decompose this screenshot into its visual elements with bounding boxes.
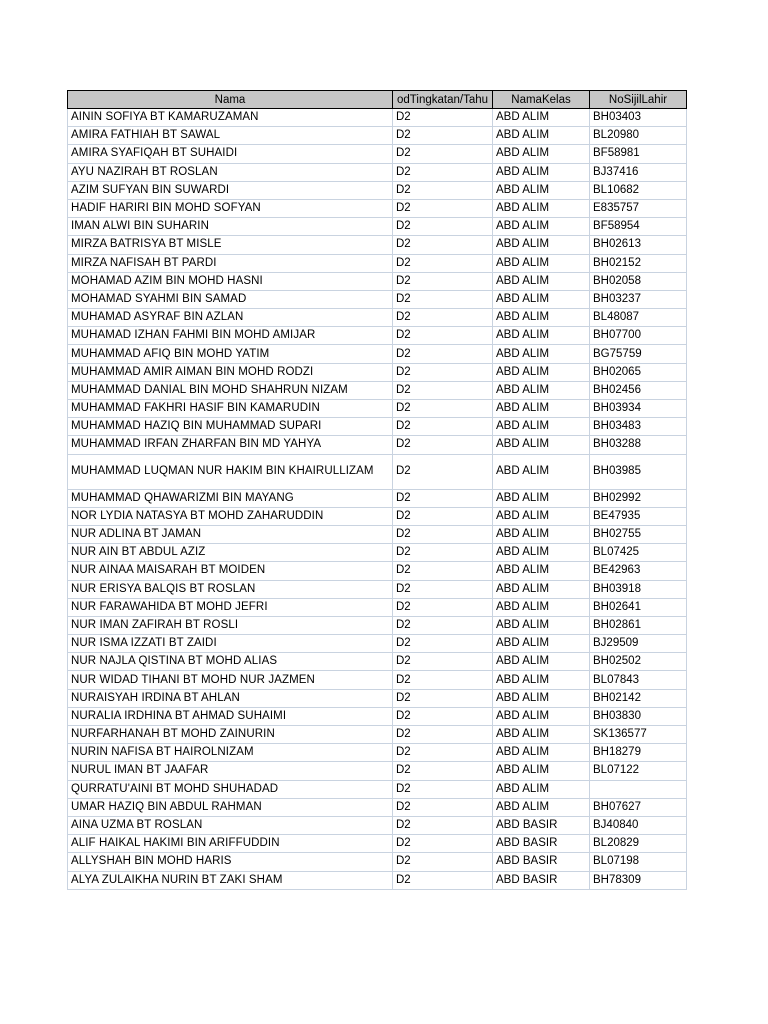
cell-tingkatan[interactable]: D2 <box>393 489 493 507</box>
cell-nama[interactable]: NUR IMAN ZAFIRAH BT ROSLI <box>68 616 393 634</box>
cell-nama-kelas[interactable]: ABD ALIM <box>493 400 590 418</box>
cell-nama[interactable]: AYU NAZIRAH BT ROSLAN <box>68 163 393 181</box>
cell-nama[interactable]: ALYA ZULAIKHA NURIN BT ZAKI SHAM <box>68 871 393 889</box>
table-row <box>68 127 687 145</box>
cell-nama-kelas[interactable]: ABD ALIM <box>493 236 590 254</box>
cell-nama[interactable]: MIRZA BATRISYA BT MISLE <box>68 236 393 254</box>
cell-no-sijil-lahir[interactable]: BH02992 <box>590 489 687 507</box>
student-table <box>67 90 687 890</box>
table-row <box>68 726 687 744</box>
cell-tingkatan[interactable]: D2 <box>393 145 493 163</box>
cell-tingkatan[interactable]: D2 <box>393 744 493 762</box>
cell-tingkatan[interactable]: D2 <box>393 290 493 308</box>
cell-no-sijil-lahir[interactable]: BL48087 <box>590 309 687 327</box>
cell-no-sijil-lahir[interactable]: BH18279 <box>590 744 687 762</box>
table-row <box>68 525 687 543</box>
table-row <box>68 309 687 327</box>
cell-nama[interactable]: NURAISYAH IRDINA BT AHLAN <box>68 689 393 707</box>
cell-nama[interactable]: MUHAMAD ASYRAF BIN AZLAN <box>68 309 393 327</box>
cell-no-sijil-lahir[interactable]: BL07122 <box>590 762 687 780</box>
table-row <box>68 544 687 562</box>
table-body <box>68 109 687 890</box>
header-no-sijil-lahir[interactable]: NoSijilLahir <box>590 91 687 109</box>
cell-nama[interactable]: NUR AIN BT ABDUL AZIZ <box>68 544 393 562</box>
cell-tingkatan[interactable]: D2 <box>393 544 493 562</box>
cell-tingkatan[interactable]: D2 <box>393 726 493 744</box>
cell-nama[interactable]: MUHAMMAD DANIAL BIN MOHD SHAHRUN NIZAM <box>68 381 393 399</box>
cell-tingkatan[interactable]: D2 <box>393 272 493 290</box>
cell-nama-kelas[interactable]: ABD ALIM <box>493 616 590 634</box>
cell-nama-kelas[interactable]: ABD ALIM <box>493 381 590 399</box>
cell-nama[interactable]: MUHAMMAD IRFAN ZHARFAN BIN MD YAHYA <box>68 436 393 454</box>
table-row <box>68 835 687 853</box>
cell-nama[interactable]: MUHAMMAD QHAWARIZMI BIN MAYANG <box>68 489 393 507</box>
cell-nama[interactable]: NUR WIDAD TIHANI BT MOHD NUR JAZMEN <box>68 671 393 689</box>
cell-no-sijil-lahir[interactable]: SK136577 <box>590 726 687 744</box>
cell-no-sijil-lahir[interactable]: BH02755 <box>590 525 687 543</box>
cell-nama[interactable]: MIRZA NAFISAH BT PARDI <box>68 254 393 272</box>
cell-tingkatan[interactable]: D2 <box>393 525 493 543</box>
cell-tingkatan[interactable]: D2 <box>393 236 493 254</box>
cell-nama-kelas[interactable]: ABD ALIM <box>493 199 590 217</box>
cell-tingkatan[interactable]: D2 <box>393 345 493 363</box>
cell-nama[interactable]: NUR ADLINA BT JAMAN <box>68 525 393 543</box>
header-row <box>68 91 687 109</box>
cell-nama[interactable]: MOHAMAD AZIM BIN MOHD HASNI <box>68 272 393 290</box>
cell-no-sijil-lahir[interactable]: BH02641 <box>590 598 687 616</box>
table-row <box>68 562 687 580</box>
table-row <box>68 598 687 616</box>
table-row <box>68 400 687 418</box>
cell-tingkatan[interactable]: D2 <box>393 507 493 525</box>
cell-tingkatan[interactable]: D2 <box>393 580 493 598</box>
cell-nama-kelas[interactable]: ABD ALIM <box>493 290 590 308</box>
table-row <box>68 507 687 525</box>
cell-nama-kelas[interactable]: ABD ALIM <box>493 525 590 543</box>
cell-tingkatan[interactable]: D2 <box>393 871 493 889</box>
cell-nama[interactable]: MUHAMMAD LUQMAN NUR HAKIM BIN KHAIRULLIZAM <box>68 454 393 489</box>
cell-no-sijil-lahir[interactable]: BH02058 <box>590 272 687 290</box>
table-row <box>68 218 687 236</box>
cell-nama[interactable]: NUR AINAA MAISARAH BT MOIDEN <box>68 562 393 580</box>
cell-tingkatan[interactable]: D2 <box>393 671 493 689</box>
cell-nama-kelas[interactable]: ABD ALIM <box>493 562 590 580</box>
cell-nama[interactable]: NURIN NAFISA BT HAIROLNIZAM <box>68 744 393 762</box>
cell-nama[interactable]: IMAN ALWI BIN SUHARIN <box>68 218 393 236</box>
cell-no-sijil-lahir[interactable]: BF58954 <box>590 218 687 236</box>
cell-nama-kelas[interactable]: ABD BASIR <box>493 853 590 871</box>
table-row <box>68 254 687 272</box>
cell-nama[interactable]: NURUL IMAN BT JAAFAR <box>68 762 393 780</box>
table-row <box>68 871 687 889</box>
cell-tingkatan[interactable]: D2 <box>393 616 493 634</box>
cell-no-sijil-lahir[interactable]: BH03934 <box>590 400 687 418</box>
cell-nama[interactable]: NOR LYDIA NATASYA BT MOHD ZAHARUDDIN <box>68 507 393 525</box>
cell-tingkatan[interactable]: D2 <box>393 381 493 399</box>
cell-nama-kelas[interactable]: ABD ALIM <box>493 544 590 562</box>
cell-tingkatan[interactable]: D2 <box>393 653 493 671</box>
cell-no-sijil-lahir[interactable]: BH03483 <box>590 418 687 436</box>
cell-tingkatan[interactable]: D2 <box>393 163 493 181</box>
cell-tingkatan[interactable]: D2 <box>393 109 493 127</box>
table-row <box>68 236 687 254</box>
table-row <box>68 345 687 363</box>
cell-nama[interactable]: AMIRA SYAFIQAH BT SUHAIDI <box>68 145 393 163</box>
cell-no-sijil-lahir[interactable]: BH03237 <box>590 290 687 308</box>
cell-nama[interactable]: ALLYSHAH BIN MOHD HARIS <box>68 853 393 871</box>
cell-tingkatan[interactable]: D2 <box>393 707 493 725</box>
cell-nama-kelas[interactable]: ABD BASIR <box>493 816 590 834</box>
cell-nama[interactable]: UMAR HAZIQ BIN ABDUL RAHMAN <box>68 798 393 816</box>
cell-no-sijil-lahir[interactable]: BH07700 <box>590 327 687 345</box>
header-tingkatan[interactable]: odTingkatan/Tahu <box>393 91 493 109</box>
cell-no-sijil-lahir[interactable]: BH07627 <box>590 798 687 816</box>
header-nama[interactable]: Nama <box>68 91 393 109</box>
cell-nama[interactable]: MOHAMAD SYAHMI BIN SAMAD <box>68 290 393 308</box>
table-row <box>68 436 687 454</box>
cell-tingkatan[interactable]: D2 <box>393 454 493 489</box>
cell-nama[interactable]: ALIF HAIKAL HAKIMI BIN ARIFFUDDIN <box>68 835 393 853</box>
cell-no-sijil-lahir[interactable]: BH03918 <box>590 580 687 598</box>
cell-nama-kelas[interactable]: ABD ALIM <box>493 254 590 272</box>
cell-no-sijil-lahir[interactable]: BH02142 <box>590 689 687 707</box>
cell-nama-kelas[interactable]: ABD ALIM <box>493 345 590 363</box>
cell-no-sijil-lahir[interactable]: BH02613 <box>590 236 687 254</box>
cell-nama[interactable]: AININ SOFIYA BT KAMARUZAMAN <box>68 109 393 127</box>
cell-tingkatan[interactable]: D2 <box>393 562 493 580</box>
cell-nama-kelas[interactable]: ABD ALIM <box>493 744 590 762</box>
table-row <box>68 744 687 762</box>
cell-no-sijil-lahir[interactable]: BH03985 <box>590 454 687 489</box>
cell-no-sijil-lahir[interactable]: BL10682 <box>590 181 687 199</box>
cell-no-sijil-lahir[interactable]: BH03288 <box>590 436 687 454</box>
cell-tingkatan[interactable]: D2 <box>393 816 493 834</box>
cell-nama-kelas[interactable]: ABD ALIM <box>493 671 590 689</box>
cell-nama[interactable]: NUR NAJLA QISTINA BT MOHD ALIAS <box>68 653 393 671</box>
cell-no-sijil-lahir[interactable] <box>590 780 687 798</box>
cell-nama[interactable]: HADIF HARIRI BIN MOHD SOFYAN <box>68 199 393 217</box>
cell-nama[interactable]: NUR ISMA IZZATI BT ZAIDI <box>68 635 393 653</box>
cell-nama-kelas[interactable]: ABD ALIM <box>493 181 590 199</box>
table-row <box>68 272 687 290</box>
cell-nama-kelas[interactable]: ABD ALIM <box>493 580 590 598</box>
table-row <box>68 635 687 653</box>
cell-nama-kelas[interactable]: ABD ALIM <box>493 762 590 780</box>
table-row <box>68 816 687 834</box>
cell-no-sijil-lahir[interactable]: BL20829 <box>590 835 687 853</box>
table-row <box>68 381 687 399</box>
cell-tingkatan[interactable]: D2 <box>393 798 493 816</box>
cell-nama-kelas[interactable]: ABD BASIR <box>493 871 590 889</box>
cell-no-sijil-lahir[interactable]: BH02456 <box>590 381 687 399</box>
cell-tingkatan[interactable]: D2 <box>393 181 493 199</box>
cell-tingkatan[interactable]: D2 <box>393 853 493 871</box>
cell-nama-kelas[interactable]: ABD ALIM <box>493 418 590 436</box>
cell-nama-kelas[interactable]: ABD ALIM <box>493 327 590 345</box>
cell-no-sijil-lahir[interactable]: BL07425 <box>590 544 687 562</box>
cell-no-sijil-lahir[interactable]: BH02152 <box>590 254 687 272</box>
table-row <box>68 199 687 217</box>
table-row <box>68 163 687 181</box>
cell-no-sijil-lahir[interactable]: E835757 <box>590 199 687 217</box>
cell-nama[interactable]: MUHAMMAD HAZIQ BIN MUHAMMAD SUPARI <box>68 418 393 436</box>
cell-tingkatan[interactable]: D2 <box>393 363 493 381</box>
cell-nama-kelas[interactable]: ABD ALIM <box>493 145 590 163</box>
cell-nama-kelas[interactable]: ABD ALIM <box>493 653 590 671</box>
cell-nama-kelas[interactable]: ABD ALIM <box>493 635 590 653</box>
table-row <box>68 616 687 634</box>
cell-nama-kelas[interactable]: ABD ALIM <box>493 707 590 725</box>
cell-tingkatan[interactable]: D2 <box>393 218 493 236</box>
cell-tingkatan[interactable]: D2 <box>393 436 493 454</box>
table-row <box>68 798 687 816</box>
table-row <box>68 762 687 780</box>
cell-no-sijil-lahir[interactable]: BH02502 <box>590 653 687 671</box>
cell-tingkatan[interactable]: D2 <box>393 762 493 780</box>
table-row <box>68 853 687 871</box>
cell-no-sijil-lahir[interactable]: BJ29509 <box>590 635 687 653</box>
cell-nama[interactable]: AINA UZMA BT ROSLAN <box>68 816 393 834</box>
cell-nama[interactable]: NURALIA IRDHINA BT AHMAD SUHAIMI <box>68 707 393 725</box>
cell-nama[interactable]: AMIRA FATHIAH BT SAWAL <box>68 127 393 145</box>
cell-nama[interactable]: MUHAMMAD AMIR AIMAN BIN MOHD RODZI <box>68 363 393 381</box>
cell-nama-kelas[interactable]: ABD ALIM <box>493 127 590 145</box>
cell-nama[interactable]: NUR ERISYA BALQIS BT ROSLAN <box>68 580 393 598</box>
cell-no-sijil-lahir[interactable]: BJ37416 <box>590 163 687 181</box>
cell-nama-kelas[interactable]: ABD ALIM <box>493 454 590 489</box>
cell-no-sijil-lahir[interactable]: BL07843 <box>590 671 687 689</box>
cell-nama-kelas[interactable]: ABD ALIM <box>493 780 590 798</box>
cell-nama-kelas[interactable]: ABD ALIM <box>493 309 590 327</box>
cell-nama[interactable]: MUHAMMAD AFIQ BIN MOHD YATIM <box>68 345 393 363</box>
cell-nama-kelas[interactable]: ABD ALIM <box>493 689 590 707</box>
cell-tingkatan[interactable]: D2 <box>393 309 493 327</box>
table-row <box>68 109 687 127</box>
cell-nama[interactable]: MUHAMMAD FAKHRI HASIF BIN KAMARUDIN <box>68 400 393 418</box>
cell-nama[interactable]: NUR FARAWAHIDA BT MOHD JEFRI <box>68 598 393 616</box>
cell-no-sijil-lahir[interactable]: BH78309 <box>590 871 687 889</box>
cell-nama-kelas[interactable]: ABD ALIM <box>493 218 590 236</box>
cell-no-sijil-lahir[interactable]: BH02065 <box>590 363 687 381</box>
table-row <box>68 780 687 798</box>
cell-nama[interactable]: MUHAMAD IZHAN FAHMI BIN MOHD AMIJAR <box>68 327 393 345</box>
cell-tingkatan[interactable]: D2 <box>393 780 493 798</box>
cell-nama-kelas[interactable]: ABD ALIM <box>493 507 590 525</box>
table-row <box>68 327 687 345</box>
cell-no-sijil-lahir[interactable]: BF58981 <box>590 145 687 163</box>
cell-tingkatan[interactable]: D2 <box>393 689 493 707</box>
cell-nama-kelas[interactable]: ABD ALIM <box>493 272 590 290</box>
cell-tingkatan[interactable]: D2 <box>393 635 493 653</box>
cell-no-sijil-lahir[interactable]: BL20980 <box>590 127 687 145</box>
cell-nama-kelas[interactable]: ABD ALIM <box>493 489 590 507</box>
cell-no-sijil-lahir[interactable]: BH03403 <box>590 109 687 127</box>
cell-tingkatan[interactable]: D2 <box>393 327 493 345</box>
table-row <box>68 363 687 381</box>
cell-tingkatan[interactable]: D2 <box>393 254 493 272</box>
cell-tingkatan[interactable]: D2 <box>393 127 493 145</box>
table-row <box>68 418 687 436</box>
table-row <box>68 689 687 707</box>
cell-tingkatan[interactable]: D2 <box>393 835 493 853</box>
cell-nama-kelas[interactable]: ABD ALIM <box>493 598 590 616</box>
cell-no-sijil-lahir[interactable]: BH03830 <box>590 707 687 725</box>
cell-no-sijil-lahir[interactable]: BJ40840 <box>590 816 687 834</box>
cell-nama-kelas[interactable]: ABD ALIM <box>493 109 590 127</box>
cell-no-sijil-lahir[interactable]: BH02861 <box>590 616 687 634</box>
cell-tingkatan[interactable]: D2 <box>393 598 493 616</box>
cell-tingkatan[interactable]: D2 <box>393 418 493 436</box>
cell-nama-kelas[interactable]: ABD ALIM <box>493 798 590 816</box>
cell-nama-kelas[interactable]: ABD ALIM <box>493 436 590 454</box>
cell-nama-kelas[interactable]: ABD BASIR <box>493 835 590 853</box>
cell-nama-kelas[interactable]: ABD ALIM <box>493 163 590 181</box>
table-row <box>68 671 687 689</box>
cell-tingkatan[interactable]: D2 <box>393 400 493 418</box>
table-row <box>68 580 687 598</box>
table-row <box>68 290 687 308</box>
cell-nama-kelas[interactable]: ABD ALIM <box>493 726 590 744</box>
table-row <box>68 653 687 671</box>
cell-nama[interactable]: AZIM SUFYAN BIN SUWARDI <box>68 181 393 199</box>
cell-no-sijil-lahir[interactable]: BL07198 <box>590 853 687 871</box>
table-row <box>68 181 687 199</box>
table-row <box>68 489 687 507</box>
table-row <box>68 454 687 489</box>
cell-nama[interactable]: NURFARHANAH BT MOHD ZAINURIN <box>68 726 393 744</box>
cell-no-sijil-lahir[interactable]: BE42963 <box>590 562 687 580</box>
cell-no-sijil-lahir[interactable]: BE47935 <box>590 507 687 525</box>
cell-tingkatan[interactable]: D2 <box>393 199 493 217</box>
table-row <box>68 707 687 725</box>
cell-no-sijil-lahir[interactable]: BG75759 <box>590 345 687 363</box>
table-row <box>68 145 687 163</box>
cell-nama[interactable]: QURRATU'AINI BT MOHD SHUHADAD <box>68 780 393 798</box>
cell-nama-kelas[interactable]: ABD ALIM <box>493 363 590 381</box>
header-nama-kelas[interactable]: NamaKelas <box>493 91 590 109</box>
